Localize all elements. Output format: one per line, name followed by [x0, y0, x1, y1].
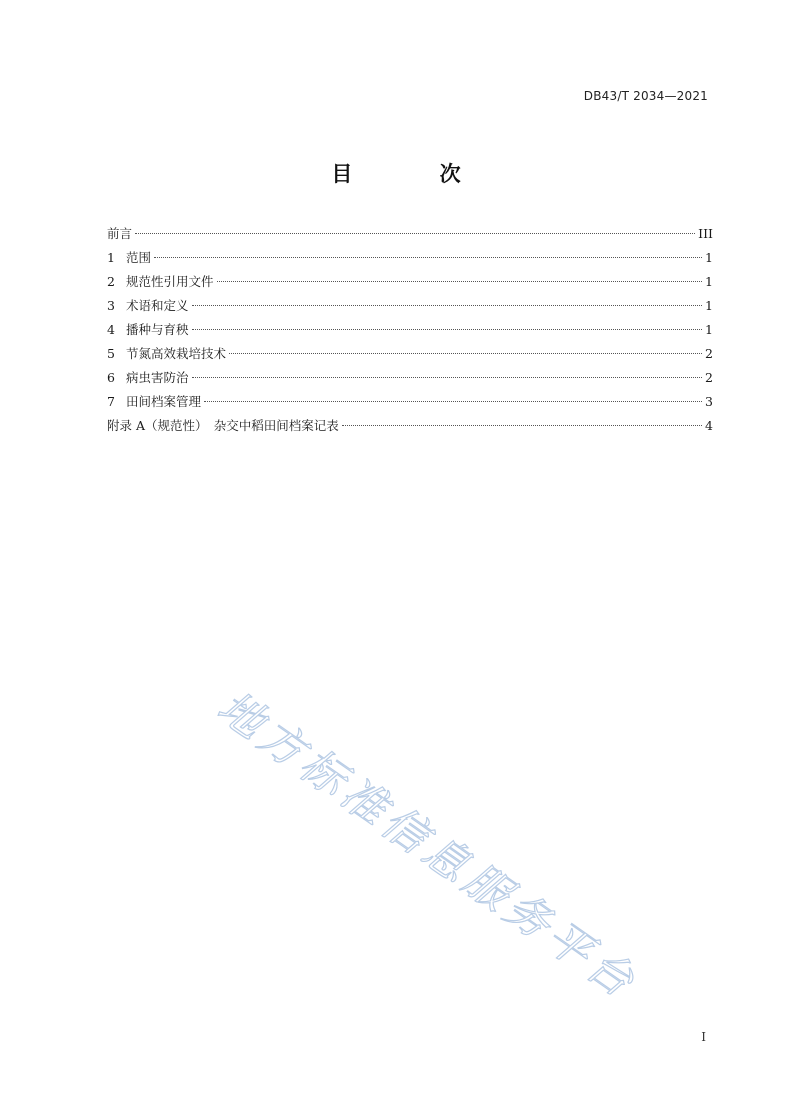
page-number: I	[701, 1030, 706, 1044]
toc-item-number: 7	[107, 394, 115, 409]
toc-item-scope[interactable]	[107, 248, 713, 272]
toc-leader-dots	[342, 425, 702, 426]
toc-item-appendix-a[interactable]	[107, 416, 713, 440]
toc-item-terms-definitions[interactable]	[107, 296, 713, 320]
toc-item-number: 3	[107, 298, 115, 313]
toc-item-number: 5	[107, 346, 115, 361]
toc-item-label: 术语和定义	[126, 298, 189, 313]
toc-item-page: 2	[705, 370, 713, 385]
toc-item-page: 4	[705, 418, 713, 433]
toc-item-page: 1	[705, 298, 713, 313]
toc-item-label: 附录 A（规范性） 杂交中稻田间档案记表	[107, 418, 339, 433]
table-of-contents	[107, 224, 713, 440]
toc-item-sowing-seedling[interactable]	[107, 320, 713, 344]
page-title: 目 次	[331, 162, 501, 186]
toc-item-cultivation-technique[interactable]	[107, 344, 713, 368]
toc-item-number: 4	[107, 322, 115, 337]
toc-item-field-records[interactable]	[107, 392, 713, 416]
toc-item-number: 2	[107, 274, 115, 289]
toc-leader-dots	[135, 233, 695, 234]
toc-leader-dots	[192, 329, 702, 330]
toc-item-label: 范围	[126, 250, 152, 265]
toc-item-foreword[interactable]	[107, 224, 713, 248]
toc-leader-dots	[154, 257, 702, 258]
toc-item-label: 前言	[107, 226, 133, 241]
toc-leader-dots	[229, 353, 702, 354]
toc-item-page: 1	[705, 322, 713, 337]
toc-leader-dots	[204, 401, 702, 402]
toc-item-page: 2	[705, 346, 713, 361]
watermark-text: 地方标准信息服务平台	[208, 681, 648, 1011]
toc-item-label: 规范性引用文件	[126, 274, 214, 289]
toc-item-label: 病虫害防治	[126, 370, 189, 385]
toc-item-page: 1	[705, 274, 713, 289]
toc-item-label: 节氮高效栽培技术	[126, 346, 227, 361]
toc-item-page: 1	[705, 250, 713, 265]
toc-item-number: 1	[107, 250, 115, 265]
toc-leader-dots	[192, 305, 702, 306]
toc-item-label: 田间档案管理	[126, 394, 202, 409]
toc-leader-dots	[192, 377, 702, 378]
document-code: DB43/T 2034—2021	[583, 89, 708, 103]
toc-leader-dots	[217, 281, 702, 282]
toc-item-normative-references[interactable]	[107, 272, 713, 296]
toc-item-page: III	[698, 226, 713, 241]
toc-item-page: 3	[705, 394, 713, 409]
toc-item-label: 播种与育秧	[126, 322, 189, 337]
toc-item-number: 6	[107, 370, 115, 385]
toc-item-pest-control[interactable]	[107, 368, 713, 392]
